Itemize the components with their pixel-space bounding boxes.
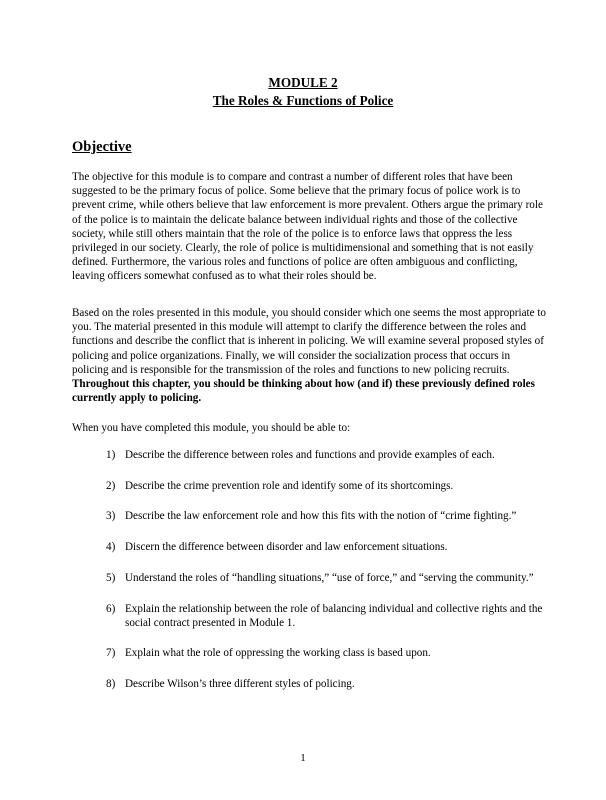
objective-paragraph-1: The objective for this module is to compare and contrast a number of different roles that have been suggested to be the primary focus of police. Some believe that the primary focus of police work is to prevent crime, while others believe that law enforcement is more prevalent. Others argue the primary role of the police is to maintain the delicate balance between individual rights and those of the collective society, while still others maintain that the role of the police is to enforce laws that oppress the less privileged in our society. Clearly, the role of police is multidimensional and something that is not easily defined. Furthermore, the various roles and functions of police are often ambiguous and conflicting, leaving officers somewhat confused as to what their roles should be. (72, 171, 543, 283)
list-item-text: Describe the difference between roles and functions and provide examples of each. (125, 449, 495, 461)
list-item (106, 571, 546, 585)
list-item-text: Discern the difference between disorder and law enforcement situations. (125, 541, 448, 554)
list-item (106, 509, 546, 523)
list-item-number: 3) (106, 510, 116, 523)
list-item-text: Explain what the role of oppressing the working class is based upon. (125, 647, 431, 660)
list-item-text: Understand the roles of “handling situations,” “use of force,” and “serving the community.” (125, 571, 534, 584)
module-title: The Roles & Functions of Police (212, 93, 394, 108)
list-item-text: Describe Wilson’s three different styles of policing. (125, 678, 355, 691)
list-item-number: 6) (106, 602, 116, 615)
list-item-number: 1) (106, 449, 116, 461)
learning-objectives-list (106, 448, 546, 708)
objectives-intro: When you have completed this module, you should be able to: (72, 422, 351, 434)
list-item (106, 479, 546, 493)
list-item-number: 5) (106, 571, 116, 584)
paragraph-2-emphasis: Throughout this chapter, you should be thinking about how (and if) these previously defined roles currently apply to policing. (72, 378, 535, 405)
list-item-text: Describe the crime prevention role and identify some of its shortcomings. (125, 479, 454, 492)
list-item-number: 7) (106, 647, 116, 660)
list-item (106, 677, 546, 691)
list-item-number: 2) (106, 479, 116, 492)
list-item-number: 8) (106, 678, 116, 691)
list-item (106, 646, 546, 660)
paragraph-2-text: Based on the roles presented in this module, you should consider which one seems the most appropriate to you. The material presented in this module will attempt to clarify the difference between the roles and functions and describe the conflict that is inherent in policing. We will examine several proposed styles of policing and police organizations. Finally, we will consider the socialization process that occurs in policing and is responsible for the transmission of the roles and functions to new policing recruits. (72, 307, 546, 376)
module-number: MODULE 2 (268, 75, 338, 90)
list-item-text: Describe the law enforcement role and how this fits with the notion of “crime fighting.” (125, 510, 517, 523)
objective-paragraph-2 (72, 306, 548, 405)
list-item (106, 448, 546, 462)
list-item (106, 602, 546, 630)
list-item (106, 540, 546, 554)
page-number: 1 (300, 752, 306, 764)
list-item-number: 4) (106, 541, 116, 554)
section-heading-objective: Objective (72, 139, 132, 155)
list-item-text: Explain the relationship between the role of balancing individual and collective rights and the social contract presented in Module 1. (125, 602, 543, 629)
module-title-block (0, 74, 606, 110)
